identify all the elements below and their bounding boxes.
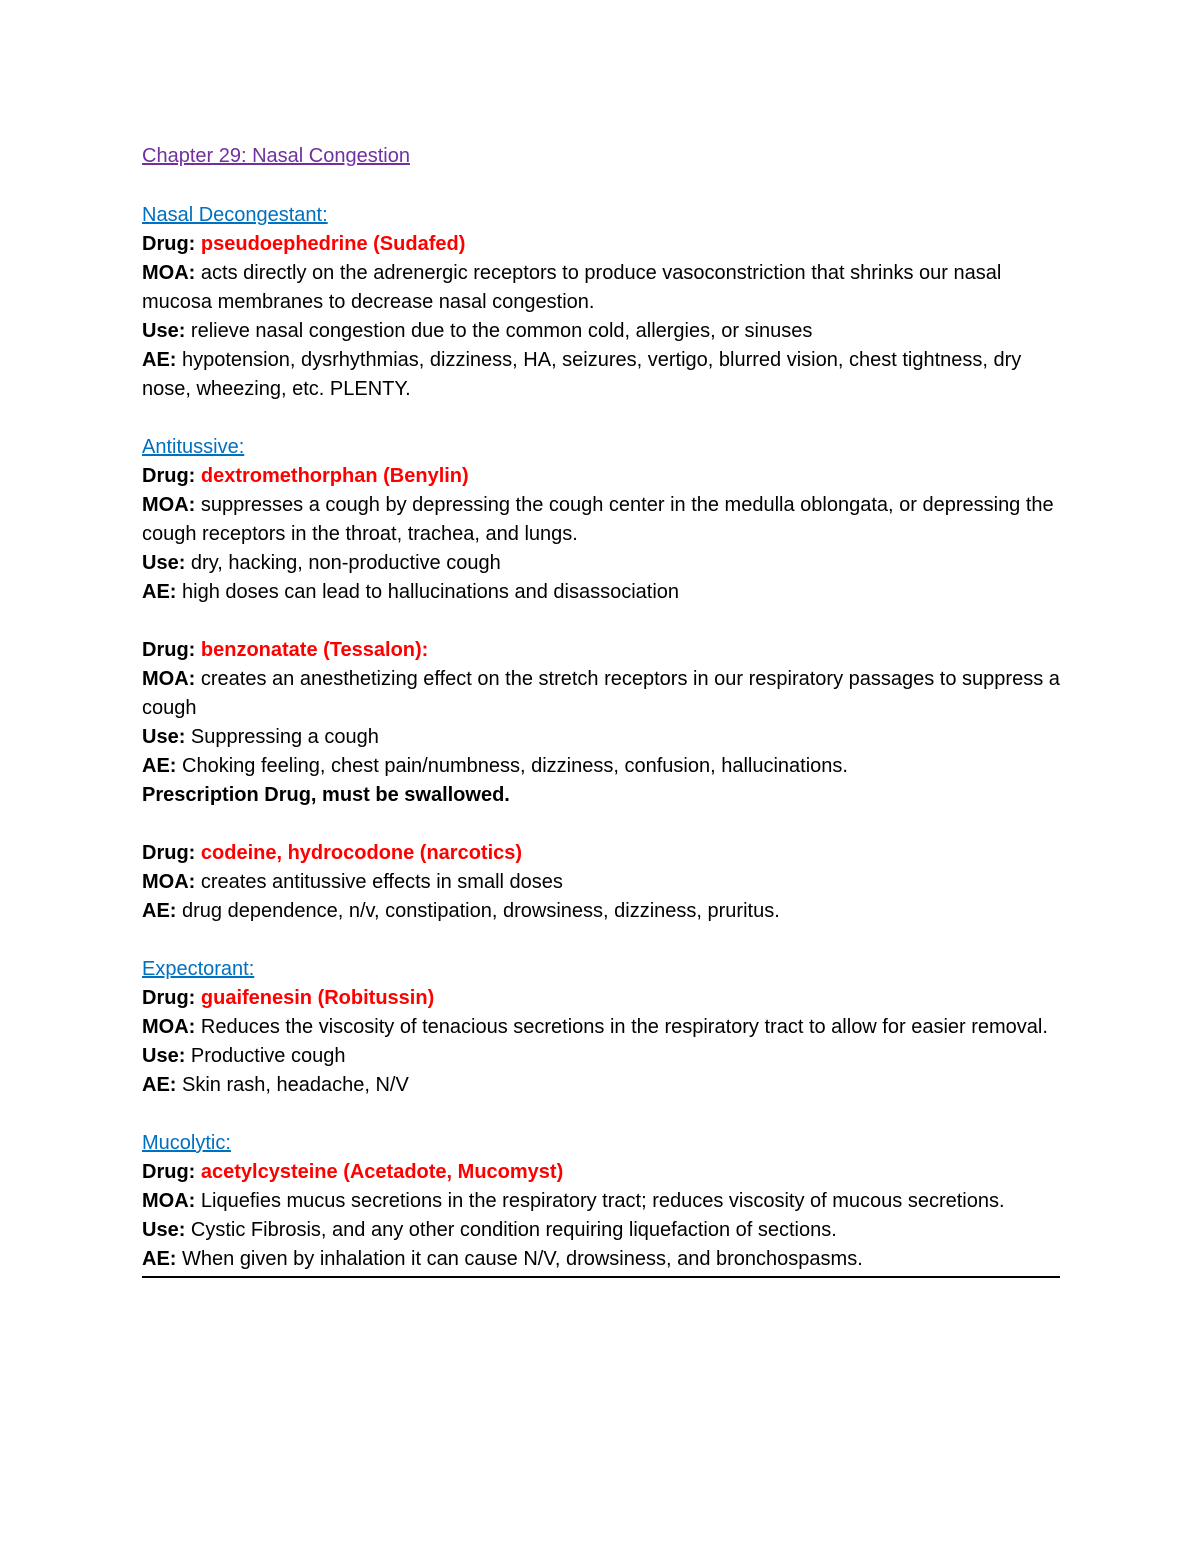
drug-name-guaifenesin: guaifenesin (Robitussin) (200, 987, 435, 1009)
drug-label: Drug: (142, 639, 196, 661)
drug-line (142, 839, 1060, 868)
ae-label: AE: (142, 755, 177, 777)
use-label: Use: (142, 726, 186, 748)
spacer (142, 172, 1060, 201)
moa-label: MOA: (142, 262, 196, 284)
moa-line (142, 1013, 1060, 1042)
moa-text: creates an anesthetizing effect on the stretch receptors in our respiratory passages to suppress a cough (142, 668, 1060, 719)
drug-line (142, 1158, 1060, 1187)
moa-text: suppresses a cough by depressing the cough center in the medulla oblongata, or depressing the cough receptors in the throat, trachea, and lungs. (142, 494, 1054, 545)
use-line (142, 317, 1060, 346)
moa-line (142, 491, 1060, 549)
prescription-note: Prescription Drug, must be swallowed. (142, 784, 510, 806)
moa-line (142, 259, 1060, 317)
use-text: Productive cough (185, 1045, 346, 1067)
section-nasal-decongestant (142, 201, 1060, 404)
section-heading-nasal-decongestant: Nasal Decongestant: (142, 204, 328, 226)
ae-line (142, 897, 1060, 926)
moa-text: Reduces the viscosity of tenacious secretions in the respiratory tract to allow for easier removal. (195, 1016, 1048, 1038)
use-text: dry, hacking, non-productive cough (185, 552, 501, 574)
drug-line (142, 230, 1060, 259)
drug-line (142, 462, 1060, 491)
use-line (142, 723, 1060, 752)
ae-text: Choking feeling, chest pain/numbness, dizziness, confusion, hallucinations. (176, 755, 848, 777)
moa-label: MOA: (142, 871, 196, 893)
section-mucolytic (142, 1129, 1060, 1274)
ae-label: AE: (142, 581, 177, 603)
drug-block-benzonatate (142, 636, 1060, 810)
use-line (142, 549, 1060, 578)
ae-text: drug dependence, n/v, constipation, drowsiness, dizziness, pruritus. (176, 900, 780, 922)
use-label: Use: (142, 552, 186, 574)
moa-label: MOA: (142, 494, 196, 516)
spacer (142, 926, 1060, 955)
section-expectorant (142, 955, 1060, 1100)
ae-line (142, 1071, 1060, 1100)
use-label: Use: (142, 320, 186, 342)
ae-text: Skin rash, headache, N/V (176, 1074, 409, 1096)
moa-text: acts directly on the adrenergic receptors to produce vasoconstriction that shrinks our nasal mucosa membranes to decrease nasal congestion. (142, 262, 1002, 313)
drug-label: Drug: (142, 987, 196, 1009)
drug-line (142, 984, 1060, 1013)
ae-text: high doses can lead to hallucinations and disassociation (176, 581, 680, 603)
ae-label: AE: (142, 349, 177, 371)
use-label: Use: (142, 1219, 186, 1241)
moa-label: MOA: (142, 668, 196, 690)
moa-label: MOA: (142, 1190, 196, 1212)
section-antitussive (142, 433, 1060, 607)
drug-name-codeine: codeine, hydrocodone (narcotics) (200, 842, 523, 864)
spacer (142, 607, 1060, 636)
document-page (142, 140, 1060, 1278)
section-heading-expectorant: Expectorant: (142, 958, 255, 980)
ae-label: AE: (142, 1074, 177, 1096)
ae-line (142, 752, 1060, 781)
spacer (142, 1100, 1060, 1129)
ae-line (142, 1245, 1060, 1274)
drug-label: Drug: (142, 842, 196, 864)
spacer (142, 404, 1060, 433)
drug-label: Drug: (142, 1161, 196, 1183)
ae-label: AE: (142, 900, 177, 922)
spacer (142, 810, 1060, 839)
drug-name-dextromethorphan: dextromethorphan (Benylin) (200, 465, 469, 487)
use-text: Cystic Fibrosis, and any other condition requiring liquefaction of sections. (185, 1219, 837, 1241)
section-heading-antitussive: Antitussive: (142, 436, 245, 458)
use-label: Use: (142, 1045, 186, 1067)
moa-label: MOA: (142, 1016, 196, 1038)
moa-text: Liquefies mucus secretions in the respiratory tract; reduces viscosity of mucous secretions. (195, 1190, 1005, 1212)
horizontal-rule (142, 1276, 1060, 1278)
drug-label: Drug: (142, 465, 196, 487)
drug-block-codeine (142, 839, 1060, 926)
use-line (142, 1042, 1060, 1071)
ae-label: AE: (142, 1248, 177, 1270)
section-heading-mucolytic: Mucolytic: (142, 1132, 231, 1154)
moa-text: creates antitussive effects in small doses (195, 871, 563, 893)
moa-line (142, 665, 1060, 723)
drug-name-acetylcysteine: acetylcysteine (Acetadote, Mucomyst) (200, 1161, 564, 1183)
use-text: relieve nasal congestion due to the common cold, allergies, or sinuses (185, 320, 813, 342)
use-line (142, 1216, 1060, 1245)
drug-label: Drug: (142, 233, 196, 255)
ae-text: When given by inhalation it can cause N/V, drowsiness, and bronchospasms. (176, 1248, 863, 1270)
moa-line (142, 868, 1060, 897)
drug-name-pseudoephedrine: pseudoephedrine (Sudafed) (200, 233, 466, 255)
chapter-title: Chapter 29: Nasal Congestion (142, 145, 410, 167)
use-text: Suppressing a cough (185, 726, 379, 748)
ae-line (142, 346, 1060, 404)
drug-line (142, 636, 1060, 665)
drug-name-benzonatate: benzonatate (Tessalon): (200, 639, 429, 661)
ae-line (142, 578, 1060, 607)
moa-line (142, 1187, 1060, 1216)
ae-text: hypotension, dysrhythmias, dizziness, HA, seizures, vertigo, blurred vision, chest tightness, dry nose, wheezing, etc. PLENTY. (142, 349, 1022, 400)
